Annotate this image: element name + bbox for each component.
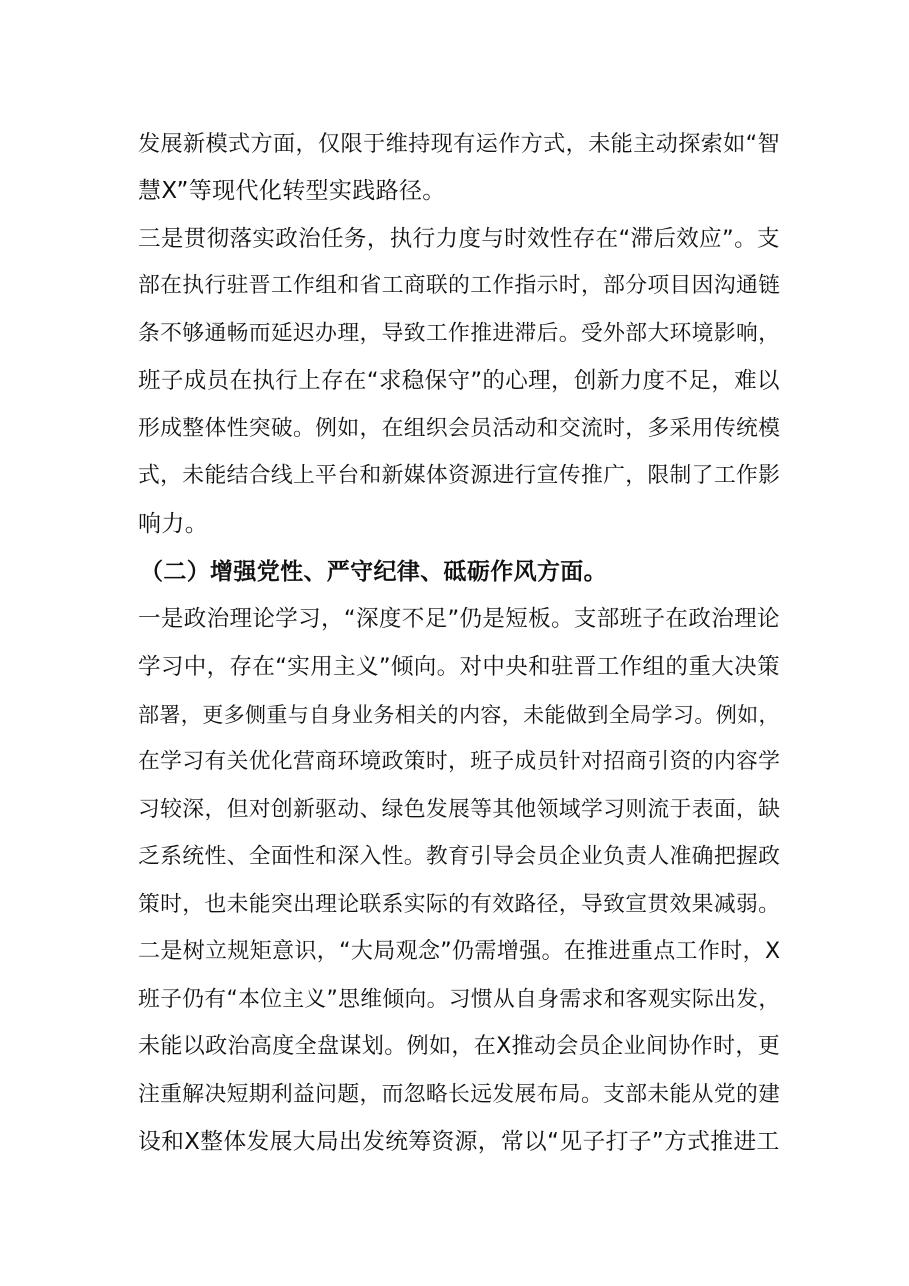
paragraph-line: 部署，更多侧重与自身业务相关的内容，未能做到全局学习。例如，	[138, 702, 780, 727]
paragraph-line: 未能以政治高度全盘谋划。例如，在X推动会员企业间协作时，更	[138, 1034, 781, 1059]
paragraph-line: 习较深，但对创新驱动、绿色发展等其他领域学习则流于表面，缺	[138, 797, 781, 822]
paragraph-line: 慧X”等现代化转型实践路径。	[138, 178, 446, 204]
paragraph-line: 乏系统性、全面性和深入性。教育引导会员企业负责人准确把握政	[138, 844, 781, 869]
paragraph-line: 形成整体性突破。例如，在组织会员活动和交流时，多采用传统模	[138, 416, 781, 441]
paragraph-line: 在学习有关优化营商环境政策时，班子成员针对招商引资的内容学	[138, 749, 781, 774]
paragraph-line: 班子仍有“本位主义”思维倾向。习惯从自身需求和客观实际出发，	[138, 987, 781, 1012]
paragraph-line: 学习中，存在“实用主义”倾向。对中央和驻晋工作组的重大决策	[138, 654, 780, 680]
paragraph-line: 条不够通畅而延迟办理，导致工作推进滞后。受外部大环境影响，	[138, 321, 781, 346]
paragraph-line: 班子成员在执行上存在“求稳保守”的心理，创新力度不足，难以	[138, 368, 780, 394]
paragraph-line: 响力。	[138, 511, 209, 537]
paragraph-line: 注重解决短期利益问题，而忽略长远发展布局。支部未能从党的建	[138, 1082, 781, 1107]
paragraph-line: 设和X整体发展大局出发统筹资源，常以“见子打子”方式推进工	[138, 1129, 780, 1155]
paragraph-line: 策时，也未能突出理论联系实际的有效路径，导致宣贯效果减弱。	[138, 892, 781, 917]
section-heading: （二）增强党性、严守纪律、砥砺作风方面。	[140, 559, 607, 585]
paragraph-line: 部在执行驻晋工作组和省工商联的工作指示时，部分项目因沟通链	[138, 273, 781, 298]
paragraph-line: 二是树立规矩意识，“大局观念”仍需增强。在推进重点工作时，X	[138, 939, 781, 964]
paragraph-line: 发展新模式方面，仅限于维持现有运作方式，未能主动探索如“智	[138, 131, 781, 157]
paragraph-line: 式，未能结合线上平台和新媒体资源进行宣传推广，限制了工作影	[138, 463, 781, 488]
paragraph-line: 三是贯彻落实政治任务，执行力度与时效性存在“滞后效应”。支	[138, 226, 780, 252]
paragraph-line: 一是政治理论学习，“深度不足”仍是短板。支部班子在政治理论	[138, 606, 780, 632]
